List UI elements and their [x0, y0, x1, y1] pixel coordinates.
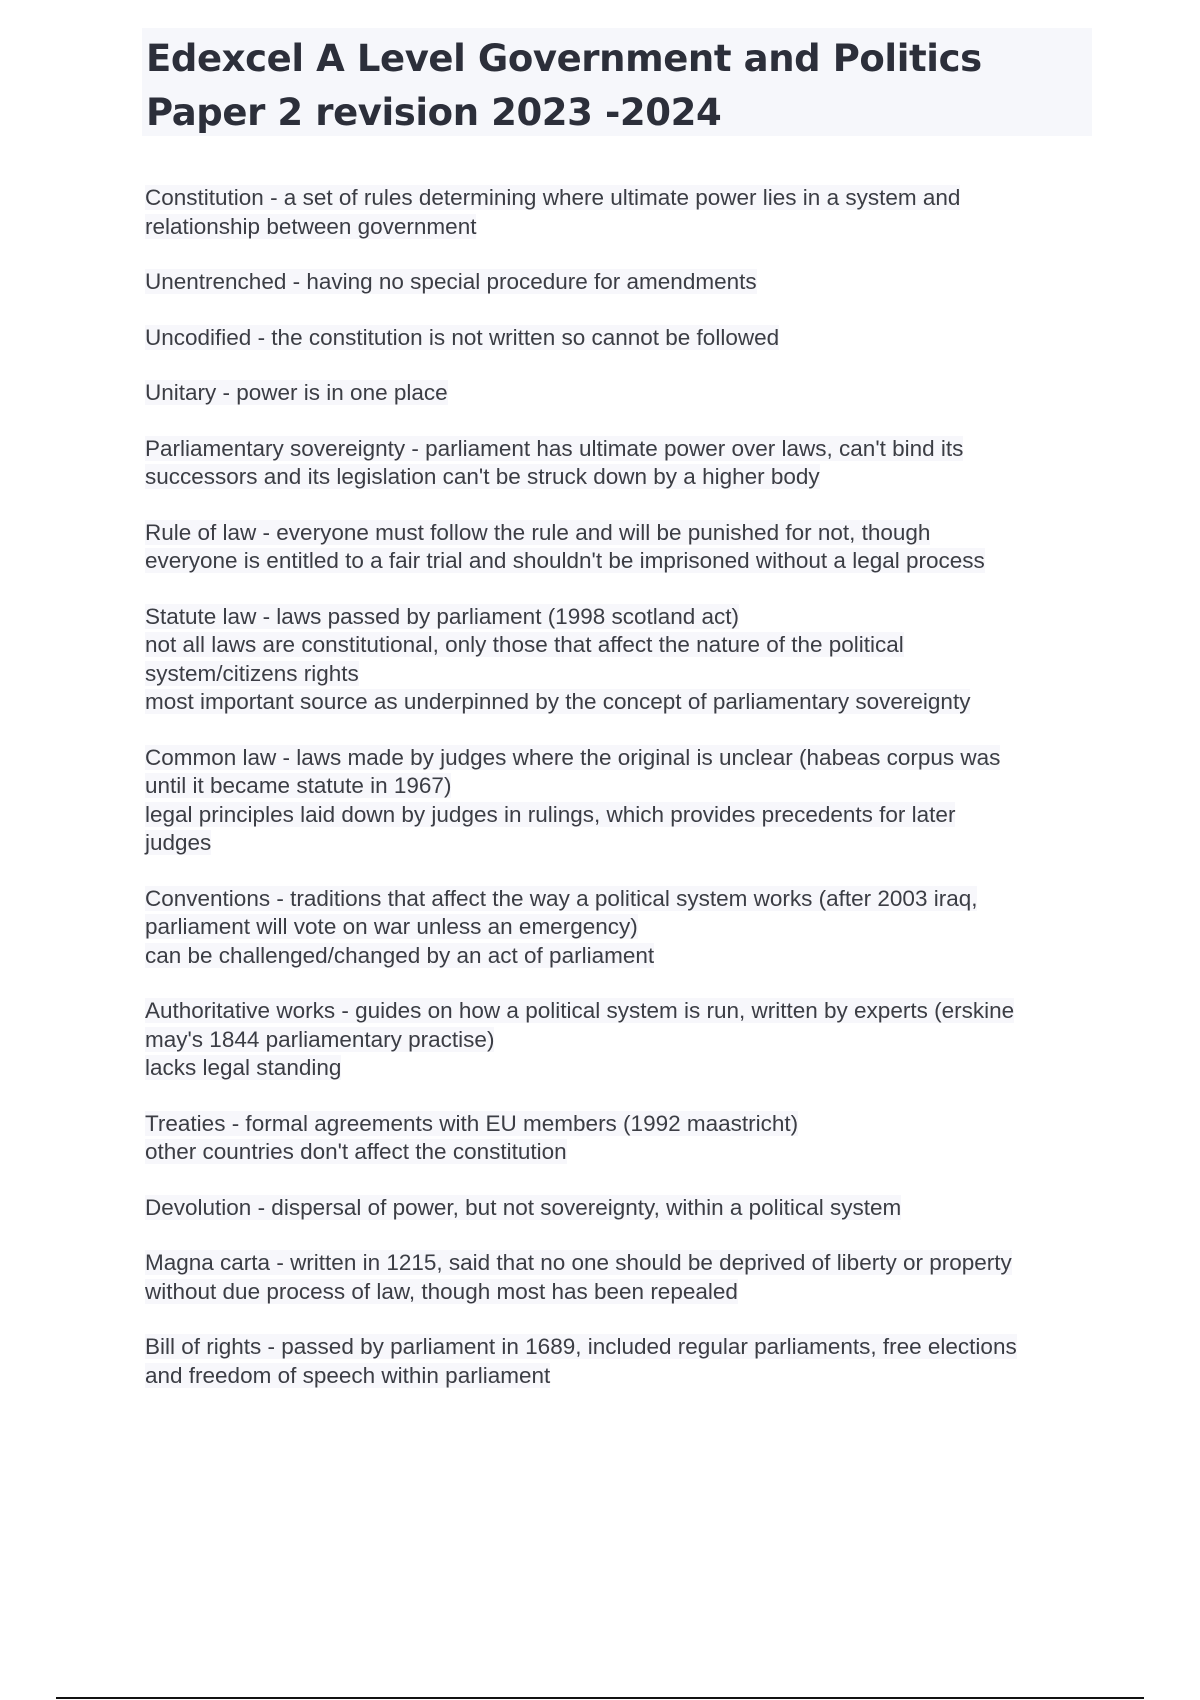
definition-text: legal principles laid down by judges in rulings, which provides precedents for later [145, 801, 956, 827]
definition-entry [145, 603, 1095, 717]
definition-entry [145, 184, 1095, 241]
definition-text: until it became statute in 1967) [145, 773, 452, 798]
definition-text: successors and its legislation can't be struck down by a higher body [145, 464, 820, 489]
definition-line [145, 1194, 1095, 1223]
definition-text: Statute law - laws passed by parliament (1998 scotland act) [145, 603, 740, 629]
definition-text: Devolution - dispersal of power, but not sovereignty, within a political system [145, 1194, 902, 1220]
footer-divider [56, 1697, 1144, 1699]
definition-line [145, 324, 1095, 353]
definition-text: most important source as underpinned by the concept of parliamentary sovereignty [145, 689, 971, 714]
definition-text: other countries don't affect the constitution [145, 1139, 567, 1164]
definition-text: Bill of rights - passed by parliament in 1689, included regular parliaments, free elections [145, 1334, 1017, 1359]
definition-text: parliament will vote on war unless an emergency) [145, 914, 638, 939]
definition-line [145, 772, 1095, 801]
definition-line [145, 184, 1095, 213]
definition-line [145, 268, 1095, 297]
definition-entry [145, 997, 1095, 1083]
definition-line [145, 997, 1095, 1026]
definition-entry [145, 379, 1095, 408]
definition-text: can be challenged/changed by an act of parliament [145, 942, 655, 968]
definition-entry [145, 1110, 1095, 1167]
definition-line [145, 1110, 1095, 1139]
definition-line [145, 519, 1095, 548]
definition-line [145, 1026, 1095, 1055]
definition-line [145, 1333, 1095, 1362]
definition-line [145, 801, 1095, 830]
definition-text: Conventions - traditions that affect the way a political system works (after 2003 iraq, [145, 885, 978, 911]
definition-text: may's 1844 parliamentary practise) [145, 1026, 495, 1052]
title-block [142, 28, 1092, 136]
definition-line [145, 463, 1095, 492]
definition-text: judges [145, 830, 212, 855]
definition-entry [145, 519, 1095, 576]
definition-text: lacks legal standing [145, 1055, 342, 1080]
definition-text: Common law - laws made by judges where the original is unclear (habeas corpus was [145, 744, 1001, 770]
definition-line [145, 744, 1095, 773]
definition-text: without due process of law, though most has been repealed [145, 1278, 738, 1304]
definition-entry [145, 324, 1095, 353]
definition-line [145, 547, 1095, 576]
definitions-list [145, 184, 1095, 1417]
definition-line [145, 213, 1095, 242]
definition-line [145, 1138, 1095, 1167]
definition-text: Constitution - a set of rules determining where ultimate power lies in a system and [145, 185, 961, 210]
definition-entry [145, 1249, 1095, 1306]
definition-line [145, 379, 1095, 408]
definition-text: relationship between government [145, 213, 477, 239]
definition-entry [145, 885, 1095, 971]
definition-text: Parliamentary sovereignty - parliament has ultimate power over laws, can't bind its [145, 435, 964, 461]
definition-entry [145, 268, 1095, 297]
definition-text: everyone is entitled to a fair trial and shouldn't be imprisoned without a legal process [145, 548, 985, 573]
definition-text: Authoritative works - guides on how a political system is run, written by experts (erskine [145, 998, 1015, 1023]
definition-line [145, 435, 1095, 464]
definition-line [145, 603, 1095, 632]
definition-entry [145, 1194, 1095, 1223]
definition-text: Treaties - formal agreements with EU members (1992 maastricht) [145, 1110, 799, 1136]
definition-line [145, 660, 1095, 689]
definition-line [145, 942, 1095, 971]
definition-line [145, 1054, 1095, 1083]
definition-line [145, 829, 1095, 858]
definition-entry [145, 435, 1095, 492]
definition-line [145, 688, 1095, 717]
definition-text: Unentrenched - having no special procedure for amendments [145, 269, 757, 294]
definition-line [145, 1249, 1095, 1278]
definition-text: Unitary - power is in one place [145, 380, 448, 405]
definition-line [145, 913, 1095, 942]
definition-text: Uncodified - the constitution is not written so cannot be followed [145, 324, 780, 350]
definition-text: and freedom of speech within parliament [145, 1362, 551, 1388]
definition-entry [145, 744, 1095, 858]
definition-line [145, 1362, 1095, 1391]
definition-line [145, 885, 1095, 914]
definition-line [145, 1278, 1095, 1307]
document-title: Edexcel A Level Government and Politics Paper 2 revision 2023 -2024 [146, 37, 982, 134]
definition-text: Magna carta - written in 1215, said that no one should be deprived of liberty or property [145, 1250, 1012, 1275]
definition-text: system/citizens rights [145, 660, 359, 686]
definition-line [145, 631, 1095, 660]
definition-entry [145, 1333, 1095, 1390]
definition-text: not all laws are constitutional, only those that affect the nature of the political [145, 632, 904, 657]
definition-text: Rule of law - everyone must follow the rule and will be punished for not, though [145, 519, 931, 545]
